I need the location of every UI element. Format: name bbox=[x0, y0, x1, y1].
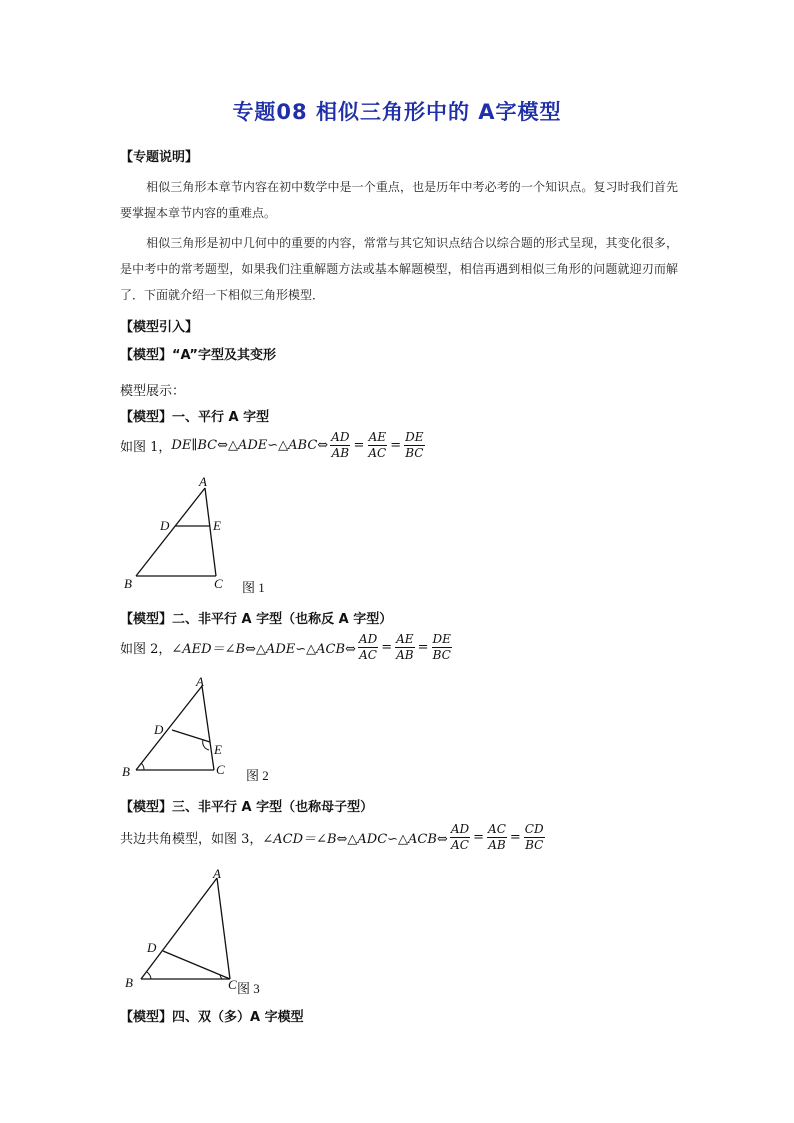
model-2-heading: 【模型】二、非平行 A 字型（也称反 A 字型） bbox=[120, 612, 393, 627]
model-1-formula bbox=[120, 430, 427, 461]
fraction-denominator: BC bbox=[432, 648, 451, 662]
model-1-prefix: 如图 1， bbox=[120, 440, 172, 455]
model-1-condition: DE∥BC⇔△ADE∽△ABC⇔ bbox=[171, 438, 329, 453]
equals-sign: = bbox=[417, 640, 429, 655]
model-3-fraction-3 bbox=[524, 822, 545, 853]
equals-sign: = bbox=[473, 830, 485, 845]
model-3-prefix: 共边共角模型，如图 3， bbox=[120, 832, 263, 847]
point-label-b: B bbox=[122, 764, 130, 779]
point-label-c: C bbox=[214, 576, 223, 591]
model-1-heading: 【模型】一、平行 A 字型 bbox=[120, 410, 270, 425]
fraction-numerator: DE bbox=[405, 430, 424, 444]
fraction-numerator: AC bbox=[488, 822, 506, 836]
model-1-fraction-2 bbox=[367, 430, 387, 461]
model-show-label: 模型展示： bbox=[120, 384, 186, 399]
fraction-denominator: AB bbox=[331, 446, 350, 460]
intro-paragraph-2 bbox=[120, 230, 678, 308]
figure-1-caption: 图 1 bbox=[242, 580, 265, 595]
intro-paragraph-1 bbox=[120, 174, 678, 226]
point-label-a: A bbox=[196, 674, 204, 689]
model-4-heading: 【模型】四、双（多）A 字模型 bbox=[120, 1010, 304, 1025]
segment-ab bbox=[141, 878, 217, 979]
fraction-denominator: AB bbox=[396, 648, 414, 662]
model-1-fraction-3 bbox=[404, 430, 424, 461]
model-1-fraction-1 bbox=[330, 430, 350, 461]
point-label-a: A bbox=[199, 474, 207, 489]
equals-sign: = bbox=[353, 438, 365, 453]
point-label-c: C bbox=[216, 762, 225, 777]
model-3-fraction-2 bbox=[487, 822, 507, 853]
fraction-denominator: AC bbox=[359, 648, 377, 662]
equals-sign: = bbox=[509, 830, 521, 845]
model-3-formula bbox=[120, 822, 547, 853]
fraction-numerator: AE bbox=[396, 632, 414, 646]
angle-mark-b bbox=[141, 763, 144, 770]
point-label-d: D bbox=[147, 940, 157, 955]
point-label-e: E bbox=[213, 518, 221, 533]
figure-3-diagram bbox=[115, 862, 295, 1002]
fraction-numerator: AD bbox=[450, 822, 470, 836]
model-2-fraction-3 bbox=[432, 632, 452, 663]
point-label-c: C bbox=[228, 977, 237, 992]
model-3-fraction-1 bbox=[450, 822, 470, 853]
fraction-denominator: AC bbox=[368, 446, 387, 460]
point-label-d: D bbox=[154, 722, 164, 737]
fraction-numerator: AD bbox=[331, 430, 350, 444]
intro-paragraph-1-text: 相似三角形本章节内容在初中数学中是一个重点，也是历年中考必考的一个知识点。复习时我们首先要掌握本章节内容的重难点。 bbox=[120, 180, 678, 220]
figure-3-caption: 图 3 bbox=[237, 981, 260, 996]
point-label-d: D bbox=[160, 518, 170, 533]
intro-paragraph-2-text: 相似三角形是初中几何中的重要的内容，常常与其它知识点结合以综合题的形式呈现，其变化很多，是中考中的常考题型，如果我们注重解题方法或基本解题模型，相信再遇到相似三角形的问题就迎刃而解了．下面就介绍一下相似三角形模型． bbox=[120, 236, 678, 302]
fraction-numerator: AE bbox=[368, 430, 387, 444]
page-title: 专题08 相似三角形中的 A字模型 bbox=[232, 100, 562, 124]
model-2-fraction-1 bbox=[358, 632, 378, 663]
fraction-numerator: AD bbox=[358, 632, 378, 646]
figure-2-caption: 图 2 bbox=[246, 768, 269, 783]
segment-de bbox=[172, 730, 210, 742]
model-2-formula bbox=[120, 632, 454, 663]
point-label-e: E bbox=[214, 742, 222, 757]
figure-2-diagram bbox=[110, 672, 290, 790]
angle-mark-b bbox=[147, 972, 151, 979]
model-2-fraction-2 bbox=[395, 632, 414, 663]
segment-ac bbox=[202, 686, 214, 770]
model-3-heading: 【模型】三、非平行 A 字型（也称母子型） bbox=[120, 800, 374, 815]
equals-sign: = bbox=[381, 640, 393, 655]
intro-heading: 【专题说明】 bbox=[120, 150, 199, 165]
model-2-condition: ∠AED＝∠B⇔△ADE∽△ACB⇔ bbox=[171, 642, 356, 657]
point-label-b: B bbox=[125, 975, 133, 990]
model-intro-heading: 【模型引入】 bbox=[120, 320, 199, 335]
segment-cd bbox=[163, 951, 230, 979]
segment-ab bbox=[136, 488, 205, 576]
fraction-denominator: AC bbox=[451, 838, 469, 852]
fraction-numerator: CD bbox=[524, 822, 544, 836]
model-2-prefix: 如图 2， bbox=[120, 642, 172, 657]
point-label-b: B bbox=[124, 576, 132, 591]
model-3-condition: ∠ACD＝∠B⇔△ADC∽△ACB⇔ bbox=[262, 832, 448, 847]
segment-ac bbox=[217, 878, 230, 979]
fraction-denominator: BC bbox=[525, 838, 544, 852]
figure-1-diagram bbox=[110, 470, 290, 600]
segment-ab bbox=[136, 686, 202, 770]
fraction-denominator: AB bbox=[488, 838, 506, 852]
point-label-a: A bbox=[213, 866, 221, 881]
model-heading: 【模型】“A”字型及其变形 bbox=[120, 348, 276, 363]
equals-sign: = bbox=[390, 438, 402, 453]
fraction-denominator: BC bbox=[405, 446, 424, 460]
fraction-numerator: DE bbox=[432, 632, 451, 646]
